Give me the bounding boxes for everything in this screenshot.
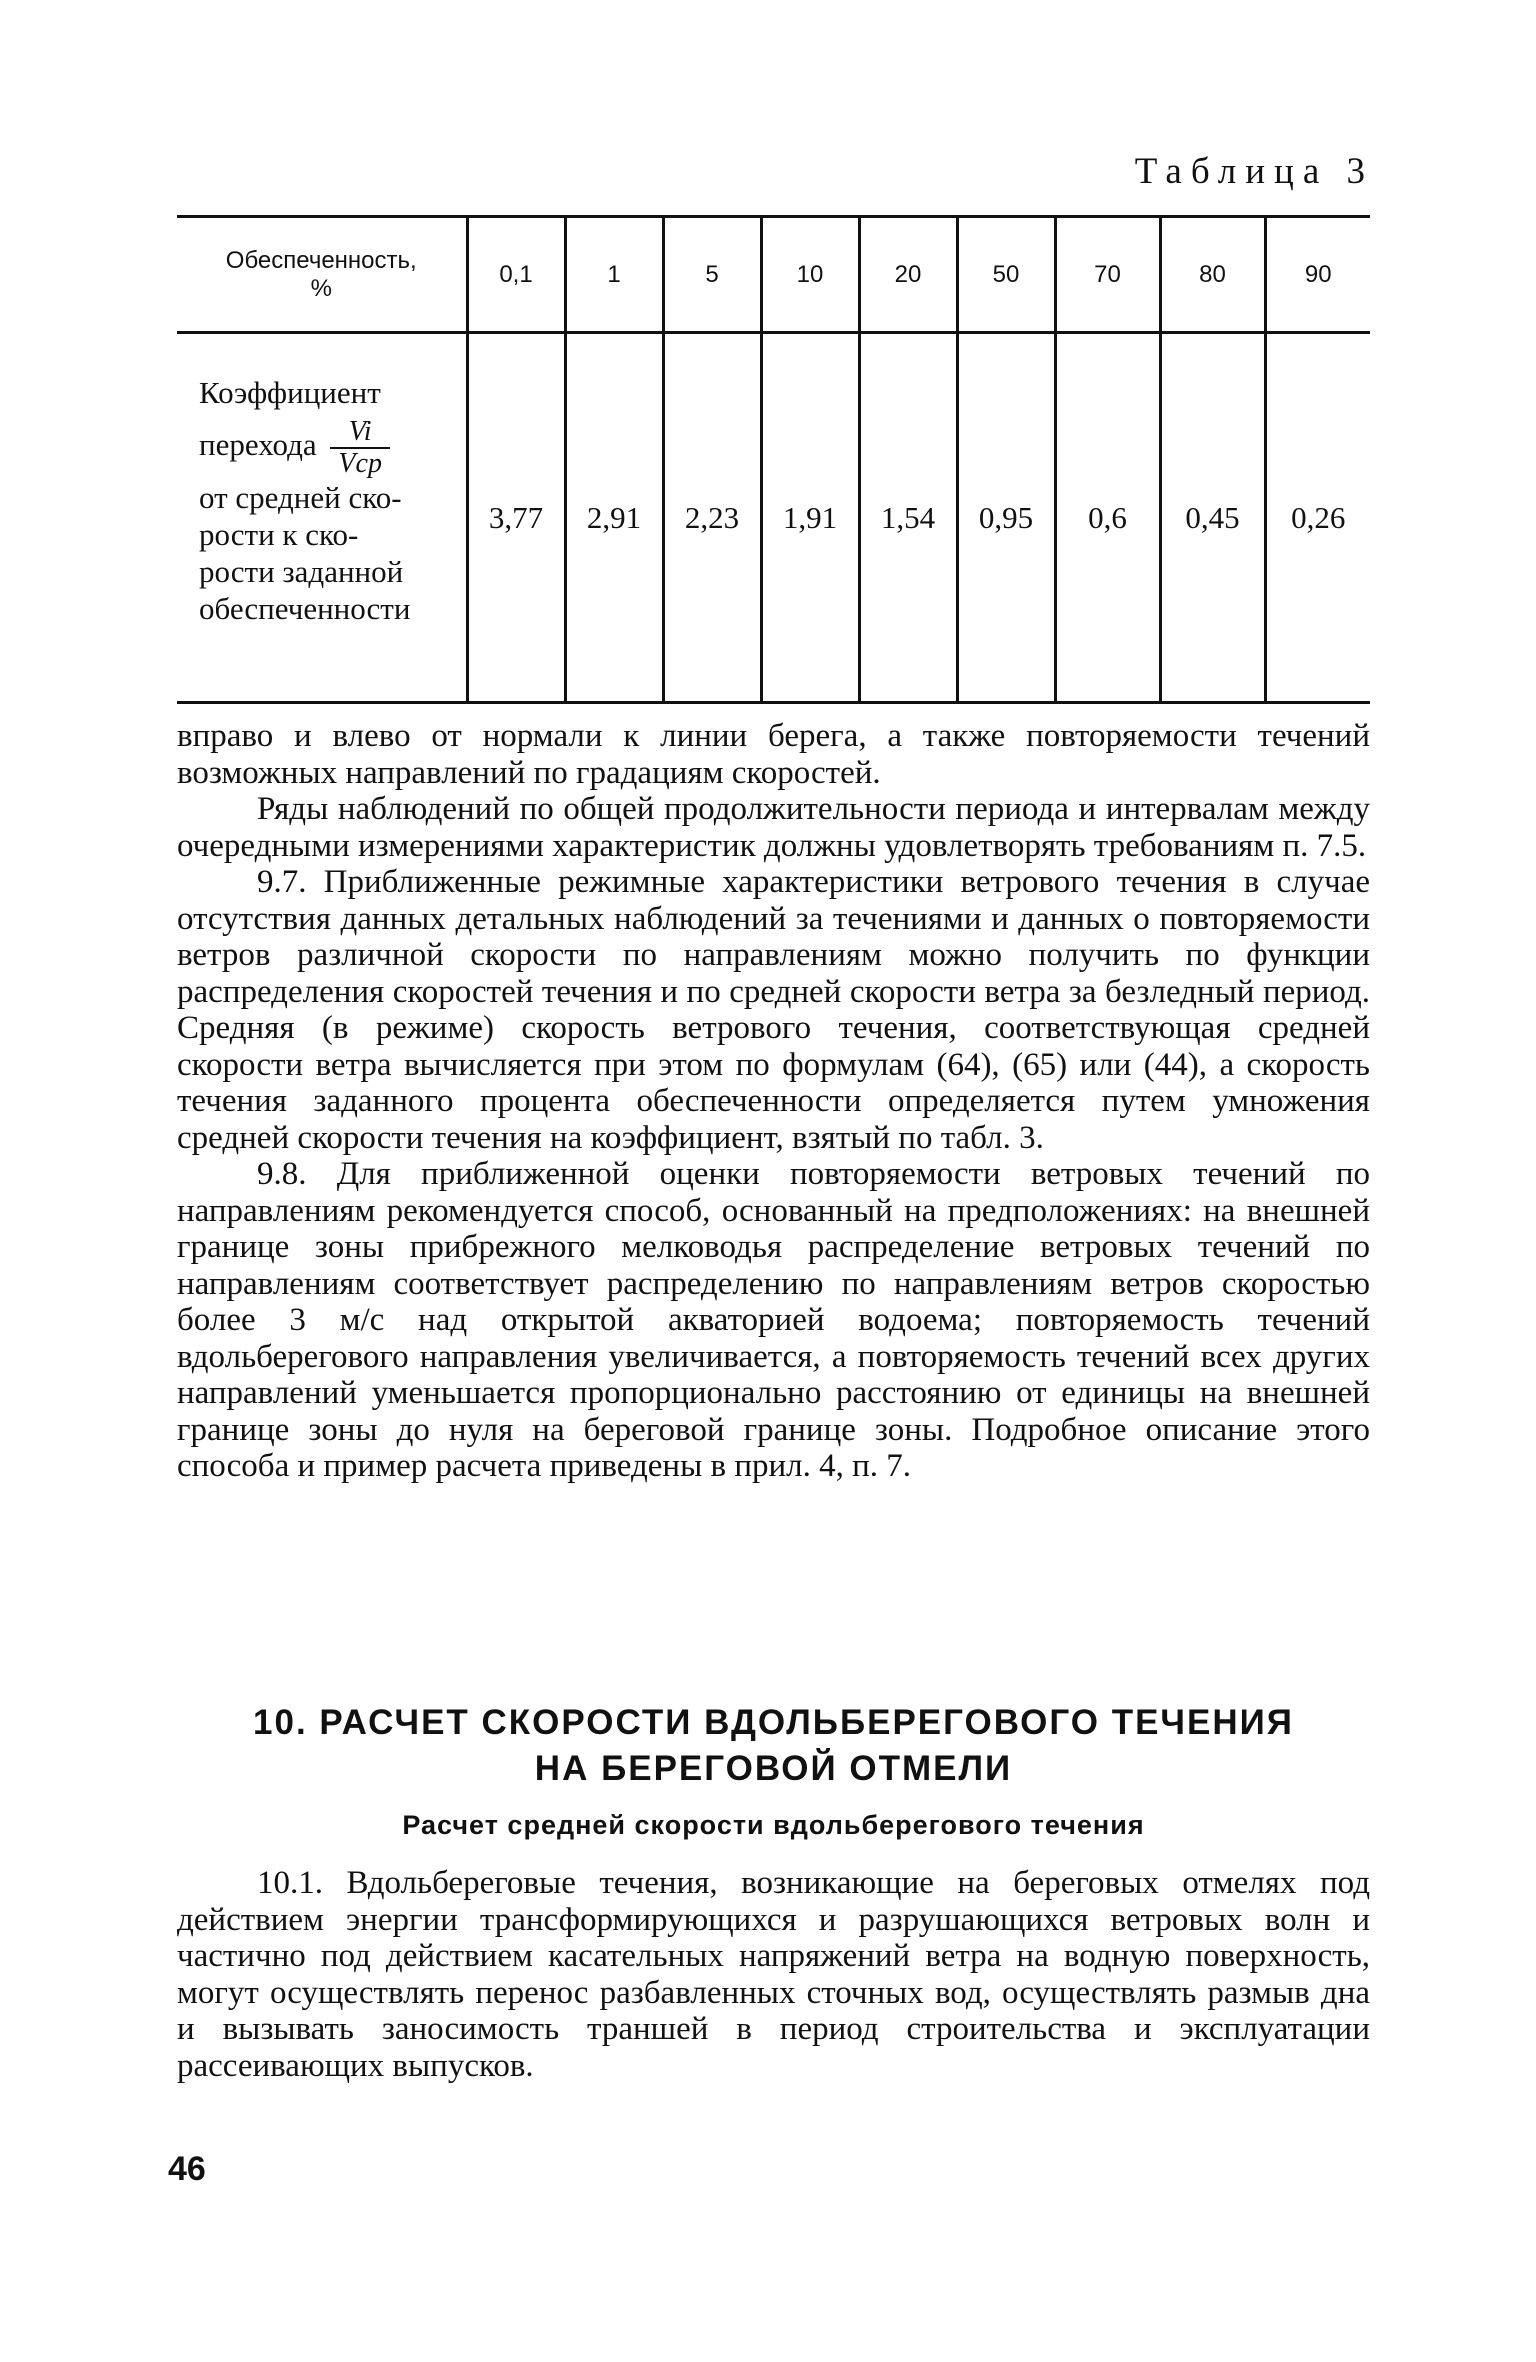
table-container: [177, 215, 1370, 704]
header-cell: 90: [1265, 217, 1370, 333]
header-label-line1: Обеспеченность,: [225, 246, 417, 274]
paragraph: 9.7. Приближенные режимные характеристики ветрового течения в случае отсутствия данных детальных наблюдений за течениями и данных о повторяемости ветров различной скорости по направлениям можно получить по функции распределения скоростей течения и по средней скорости ветра за безледный период. Средняя (в режиме) скорость ветрового течения, соответствующая средней скорости ветра вычисляется при этом по формулам (64), (65) или (44), а скорость течения заданного процента обеспеченности определяется путем умножения средней скорости течения на коэффициент, взятый по табл. 3.: [177, 864, 1370, 1156]
row-label-line4: рости к ско-: [199, 517, 359, 552]
value-cell: 0,95: [957, 333, 1055, 703]
header-label-cell: [177, 217, 467, 333]
value-cell: 0,6: [1055, 333, 1160, 703]
table-caption: Таблица 3: [1134, 151, 1374, 192]
header-cell: 0,1: [467, 217, 565, 333]
page-number: 46: [168, 2150, 206, 2188]
value-cell: 0,26: [1265, 333, 1370, 703]
value-cell: 2,23: [663, 333, 761, 703]
fraction-denominator: Vср: [338, 448, 382, 479]
subsection-title: Расчет средней скорости вдольберегового течения: [402, 1810, 1145, 1840]
header-cell: 5: [663, 217, 761, 333]
table-row: [177, 333, 1370, 703]
header-cell: 20: [859, 217, 957, 333]
header-cell: 50: [957, 217, 1055, 333]
value-cell: 3,77: [467, 333, 565, 703]
fraction-numerator: Vi: [330, 417, 390, 449]
header-label-line2: %: [310, 274, 332, 302]
body-text-section-10: [177, 1865, 1370, 2084]
value-cell: 1,91: [761, 333, 859, 703]
section-title: [177, 1700, 1370, 1792]
paragraph: вправо и влево от нормали к линии берега, а также повторяемости течений возможных направлений по градациям скоростей.: [177, 718, 1370, 791]
header-cell: 1: [565, 217, 663, 333]
value-cell: 0,45: [1160, 333, 1265, 703]
paragraph: 9.8. Для приближенной оценки повторяемости ветровых течений по направлениям рекомендуется способ, основанный на предположениях: на внешней границе зоны прибрежного мелководья распределение ветровых течений по направлениям соответствует распределению по направлениям ветров скоростью более 3 м/с над открытой акваторией водоема; повторяемость течений вдольберегового направления увеличивается, а повторяемость течений всех других направлений уменьшается пропорционально расстоянию от единицы на внешней границе зоны до нуля на береговой границе зоны. Подробное описание этого способа и пример расчета приведены в прил. 4, п. 7.: [177, 1156, 1370, 1484]
row-label-line2: перехода: [199, 427, 317, 463]
header-cell: 70: [1055, 217, 1160, 333]
table-header-row: [177, 217, 1370, 333]
paragraph: 10.1. Вдольбереговые течения, возникающие на береговых отмелях под действием энергии трансформирующихся и разрушающихся ветровых волн и частично под действием касательных напряжений ветра на водную поверхность, могут осуществлять перенос разбавленных сточных вод, осуществлять размыв дна и вызывать заносимость траншей в период строительства и эксплуатации рассеивающих выпусков.: [177, 1865, 1370, 2084]
value-cell: 1,54: [859, 333, 957, 703]
value-cell: 2,91: [565, 333, 663, 703]
section-title-line1: 10. РАСЧЕТ СКОРОСТИ ВДОЛЬБЕРЕГОВОГО ТЕЧЕНИЯ: [253, 1703, 1294, 1742]
row-label-cell: [177, 333, 467, 703]
row-label-line5: рости заданной: [199, 554, 404, 589]
body-text: [177, 718, 1370, 1485]
ratio-fraction: [330, 417, 390, 479]
row-label-line1: Коэффициент: [199, 375, 381, 410]
data-table: [177, 215, 1370, 704]
row-label-line6: обеспеченности: [199, 591, 411, 626]
header-cell: 10: [761, 217, 859, 333]
section-title-line2: НА БЕРЕГОВОЙ ОТМЕЛИ: [534, 1749, 1013, 1788]
row-label-line3: от средней ско-: [199, 480, 402, 515]
paragraph: Ряды наблюдений по общей продолжительности периода и интервалам между очередными измерениями характеристик должны удовлетворять требованиям п. 7.5.: [177, 791, 1370, 864]
header-cell: 80: [1160, 217, 1265, 333]
